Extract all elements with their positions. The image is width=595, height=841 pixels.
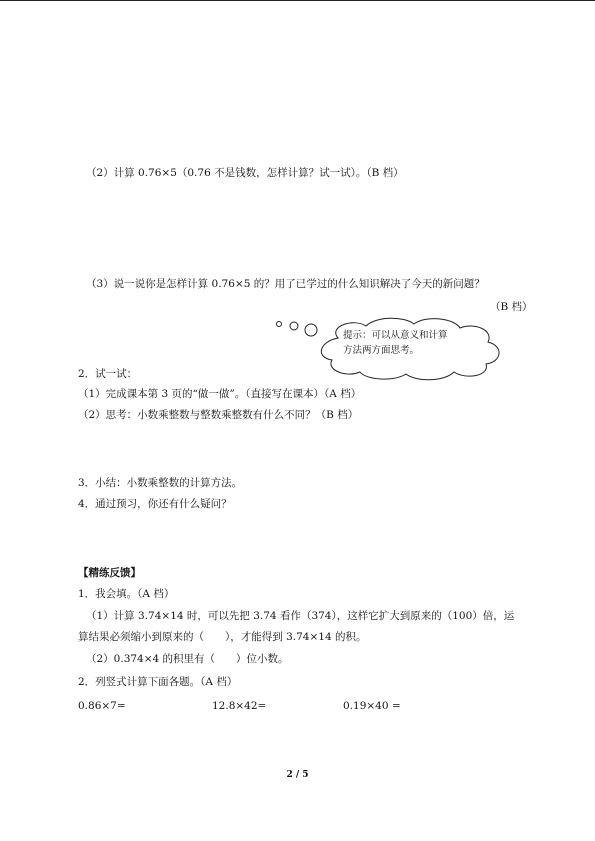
- calc-problem-c: 0.19×40 =: [343, 700, 401, 712]
- page-number: 2 / 5: [286, 770, 309, 780]
- hint-line-2: 方法两方面思考。: [343, 345, 420, 356]
- hint-cloud-text: [343, 328, 463, 358]
- doubt-line: 4．通过预习，你还有什么疑问？: [78, 498, 232, 510]
- question-3: （3）说一说你是怎样计算 0.76×5 的？用了已学过的什么知识解决了今天的新问题？: [86, 278, 485, 290]
- fill-title: 1．我会填。（A 档）: [78, 588, 175, 600]
- summary-line: 3．小结：小数乘整数的计算方法。: [78, 477, 243, 489]
- try-title: 2．试一试：: [78, 368, 138, 380]
- calc-problem-a: 0.86×7=: [78, 700, 126, 712]
- feedback-title: 【精练反馈】: [78, 567, 141, 579]
- try-item-1: （1）完成课本第 3 页的“做一做”。（直接写在课本）（A 档）: [78, 388, 362, 400]
- fill-item-1a: （1）计算 3.74×14 时，可以先把 3.74 看作（374），这样它扩大到原来的（100）倍，运: [86, 610, 515, 622]
- hint-line-1: 提示：可以从意义和计算: [343, 330, 448, 341]
- question-3-level: （B 档）: [490, 301, 533, 313]
- try-item-2: （2）思考：小数乘整数与整数乘整数有什么不同？（B 档）: [78, 409, 359, 421]
- fill-item-1b: 算结果必须缩小到原来的（ ），才能得到 3.74×14 的积。: [78, 631, 367, 643]
- fill-item-2: （2）0.374×4 的积里有（ ）位小数。: [86, 653, 289, 665]
- page-top-rule: [0, 0, 595, 1]
- question-2: （2）计算 0.76×5（0.76 不是钱数，怎样计算？试一试）。（B 档）: [86, 167, 404, 179]
- calc-title: 2．列竖式计算下面各题。（A 档）: [78, 676, 238, 688]
- calc-problem-b: 12.8×42=: [212, 700, 267, 712]
